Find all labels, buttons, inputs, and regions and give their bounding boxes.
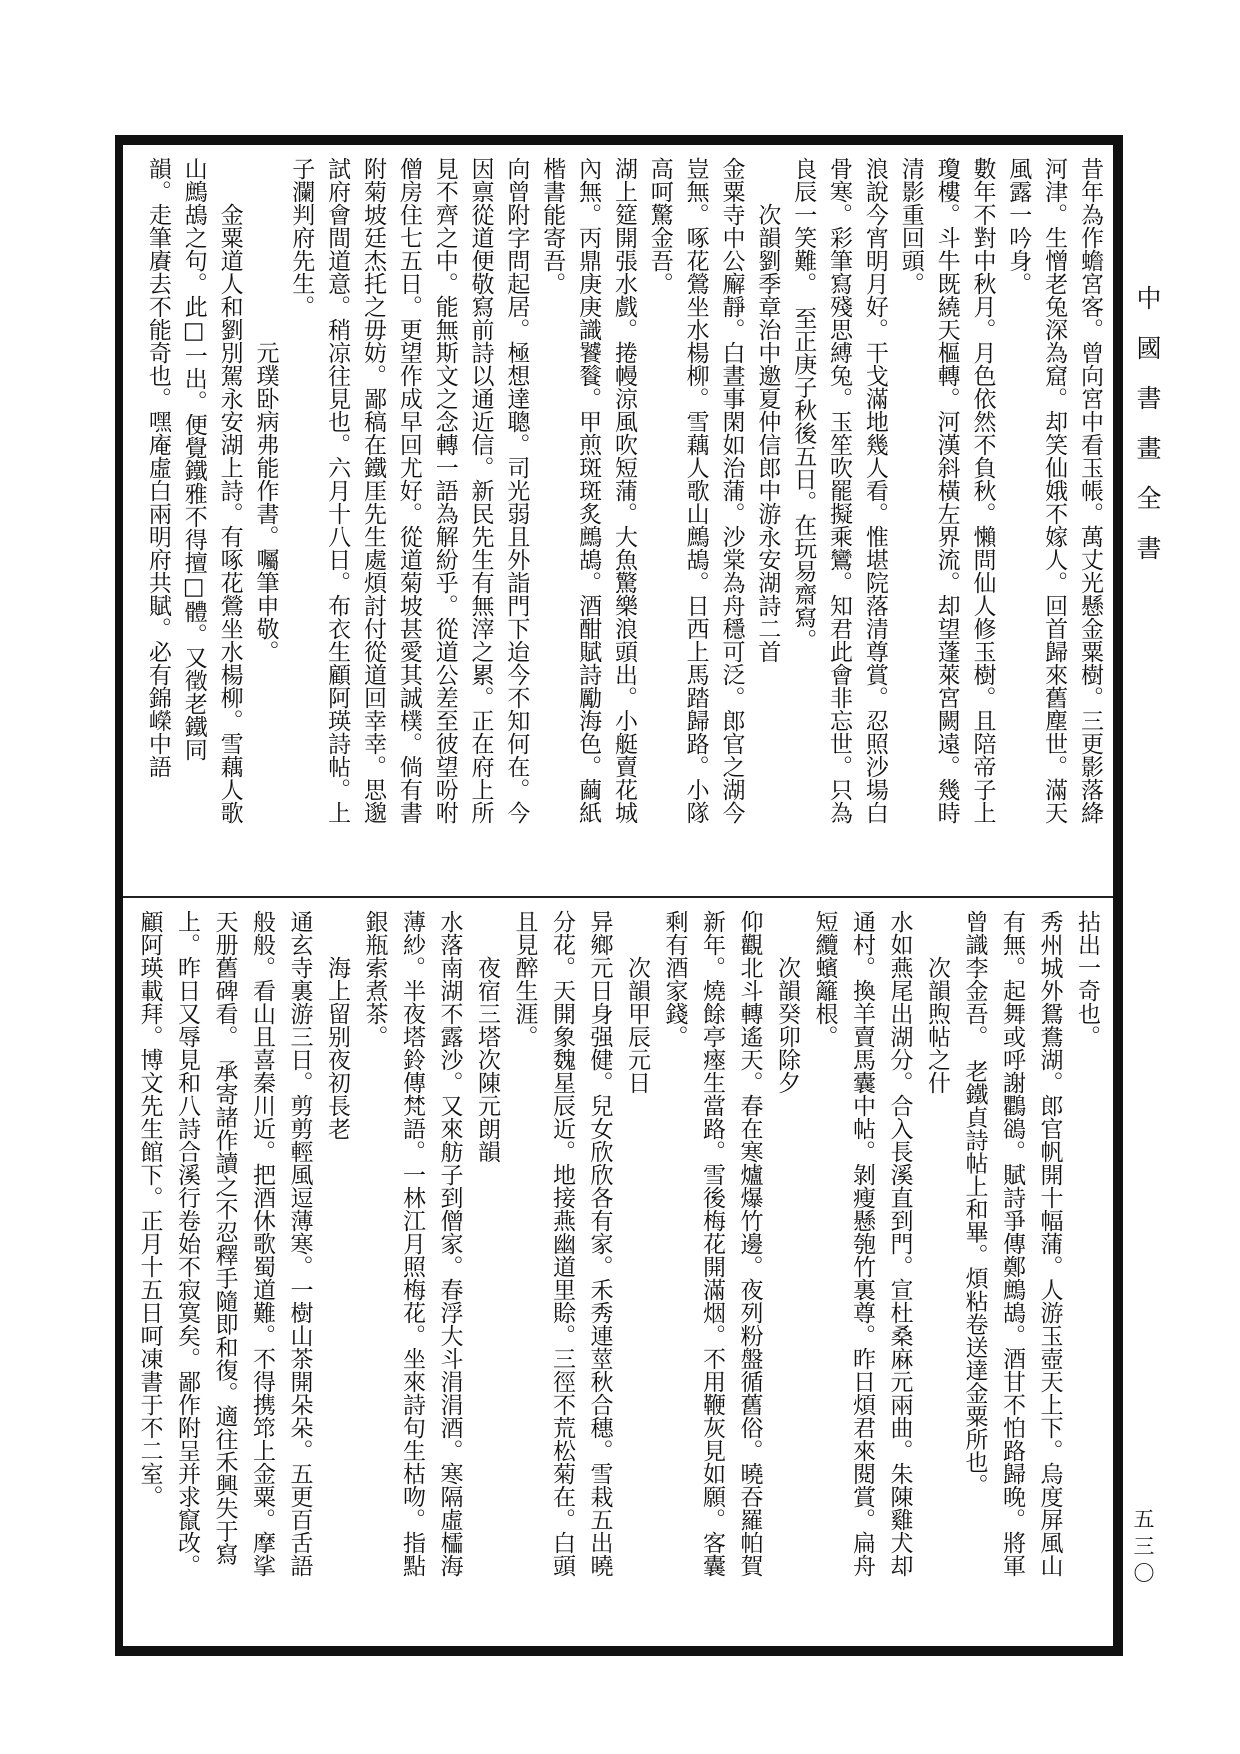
lower-text-column: 次韻癸卯除夕 xyxy=(774,956,800,1094)
lower-text-column: 且見醉生涯。 xyxy=(511,910,538,1048)
upper-text-column: 試府會間道意。稍凉往見也。六月十八日。布衣生顧阿瑛詩帖。上 xyxy=(324,157,351,824)
lower-text-column: 分花。天開象魏星辰近。地接燕幽道里賒。三徑不荒松菊在。白頭 xyxy=(549,910,575,1577)
lower-text-column: 秀州城外鴛鴦湖。郎官帆開十幅蒲。人游玉壺天上下。烏度屏風山 xyxy=(1036,910,1063,1577)
lower-text-column: 顧阿瑛載拜。博文先生館下。正月十五日呵凍書于不二室。 xyxy=(136,910,163,1508)
lower-text-column: 水如燕尾出湖分。合入長溪直到門。宣杜桑麻元兩曲。朱陳雞犬却 xyxy=(886,910,913,1577)
page-frame-left xyxy=(115,135,123,1656)
page-number: 五三〇 xyxy=(1131,1508,1155,1589)
lower-text-column: 天册舊碑看。 承寄諸作讀之不忍釋手隨即和復。適往禾興失于寫 xyxy=(211,910,238,1566)
lower-text-column: 曾識李金吾。 老鐵貞詩帖上和畢。煩粘卷送達金粟所也。 xyxy=(961,910,988,1497)
lower-text-column: 剩有酒家錢。 xyxy=(661,910,688,1048)
lower-text-column: 薄紗。半夜塔鈴傳梵語。一林江月照梅花。坐來詩句生枯吻。指點 xyxy=(399,910,425,1577)
upper-text-column: 山鷓鴣之句。此□一出。便覺鐵雅不得擅□體。又徵老鐵同 xyxy=(180,157,207,761)
upper-text-column: 湖上筵開張水戲。捲幔涼風吹短蒲。大魚驚樂浪頭出。小艇賣花城 xyxy=(610,157,637,824)
lower-text-column: 有無。起舞或呼謝鸜鵒。賦詩爭傳鄭鷓鴣。酒甘不怕路歸晚。將軍 xyxy=(999,910,1025,1577)
lower-text-column: 新年。燒餘亭瘞生當路。雪後梅花開滿烟。不用鞭灰見如願。客囊 xyxy=(699,910,725,1577)
lower-text-column: 水落南湖不露沙。又來舫子到僧家。春浮大斗涓涓酒。寒隔虛櫺海 xyxy=(436,910,463,1577)
lower-text-column: 仰觀北斗轉遙天。春在寒爐爆竹邊。夜列粉盤循舊俗。曉吞羅帕賀 xyxy=(736,910,763,1577)
section-divider xyxy=(123,896,1113,898)
upper-text-column: 因禀從道便敬寫前詩以通近信。新民先生有無滓之累。正在府上所 xyxy=(467,157,494,824)
upper-text-column: 見不齊之中。能無斯文之念轉一語為解紛乎。從道公差至彼望吩咐 xyxy=(431,157,458,824)
upper-text-column: 昔年為作蟾宮客。曾向宮中看玉帳。萬丈光懸金粟樹。三更影落絳 xyxy=(1077,157,1103,824)
lower-text-column: 通村。換羊賣馬囊中帖。剝瘦懸匏竹裏尊。昨日煩君來閱賞。扁舟 xyxy=(849,910,875,1577)
page-frame-top xyxy=(115,135,1123,145)
upper-text-column: 楷書能寄吾。 xyxy=(539,157,566,295)
page-frame-right xyxy=(1113,135,1123,1656)
upper-text-column: 豈無。啄花鶯坐水楊柳。雪藕人歌山鷓鴣。日西上馬踏歸路。小隊 xyxy=(682,157,709,824)
lower-text-column: 般般。看山且喜秦川近。把酒休歌蜀道難。不得携筇上金粟。摩挲 xyxy=(249,910,275,1577)
lower-text-column: 拈出一奇也。 xyxy=(1074,910,1100,1048)
upper-text-column: 金粟寺中公廨靜。白晝事閑如治蒲。沙棠為舟穩可泛。郎官之湖今 xyxy=(718,157,745,824)
upper-text-column: 內無。丙鼎庚庚識饕餮。甲煎斑斑炙鷓鴣。酒酣賦詩勵海色。繭紙 xyxy=(575,157,602,824)
lower-text-column: 通玄寺裏游三日。剪剪輕風逗薄寒。一樹山茶開朵朵。五更百舌語 xyxy=(286,910,313,1577)
lower-text-column: 海上留别夜初長老 xyxy=(324,956,350,1140)
book-title: 中國書畫全書 xyxy=(1133,285,1162,585)
upper-text-column: 高呵驚金吾。 xyxy=(646,157,673,295)
page-frame-bottom xyxy=(115,1646,1123,1656)
upper-text-column: 僧房住七五日。更望作成早回尤好。從道菊坡甚愛其誠樸。倘有書 xyxy=(395,157,422,824)
upper-text-column: 附菊坡廷杰托之毋妨。鄙稿在鐵厓先生處煩討付從道回幸幸。思邈 xyxy=(360,157,386,824)
upper-text-column: 河津。生憎老兔深為窟。却笑仙娥不嫁人。回首歸來舊塵世。滿天 xyxy=(1041,157,1068,824)
upper-text-column: 向曾附字問起居。極想達聰。司光弱且外詣門下迨今不知何在。今 xyxy=(503,157,530,824)
upper-text-column: 風露一吟身。 xyxy=(1005,157,1032,295)
lower-text-column: 次韻煦帖之什 xyxy=(924,956,950,1094)
lower-text-column: 夜宿三塔次陳元朗韻 xyxy=(474,956,500,1163)
upper-text-column: 清影重回頭。 xyxy=(897,157,924,295)
upper-text-column: 金粟道人和劉別駕永安湖上詩。有啄花鶯坐水楊柳。雪藕人歌 xyxy=(216,203,243,824)
upper-text-column: 良辰一笑難。 至正庚子秋後五日。在玩易齋寫。 xyxy=(790,157,817,652)
upper-text-column: 浪說今宵明月好。干戈滿地幾人看。惟堪院落清尊賞。忍照沙場白 xyxy=(861,157,888,824)
upper-text-column: 子瀾判府先生。 xyxy=(288,157,315,318)
lower-text-column: 异鄉元日身强健。兒女欣欣各有家。禾秀連莖秋合穗。雪栽五出曉 xyxy=(586,910,613,1577)
upper-text-column: 韻。走筆賡去不能奇也。嘿庵虛白兩明府共賦。必有錦嶸中語 xyxy=(144,157,171,778)
upper-text-column: 元璞卧病弗能作書。囑筆申敬。 xyxy=(252,341,279,663)
lower-text-column: 上。昨日又辱見和八詩合溪行卷始不寂寞矣。鄙作附呈并求竄改。 xyxy=(174,910,200,1577)
upper-text-column: 次韻劉季章治中邀夏仲信郎中游永安湖詩二首 xyxy=(754,203,781,663)
upper-text-column: 瓊樓。斗牛既繞天樞轉。河漢斜橫左界流。却望蓬萊宮闕遠。幾時 xyxy=(933,157,960,824)
lower-text-column: 銀瓶索煮茶。 xyxy=(361,910,388,1048)
lower-text-column: 次韻甲辰元日 xyxy=(624,956,650,1094)
upper-text-column: 骨寒。彩筆寫殘思縛兔。玉笙吹罷擬乘鸞。知君此會非忘世。只為 xyxy=(826,157,853,824)
lower-text-column: 短纜蠙籬根。 xyxy=(811,910,838,1048)
upper-text-column: 數年不對中秋月。月色依然不負秋。懶問仙人修玉樹。且陪帝子上 xyxy=(969,157,996,824)
